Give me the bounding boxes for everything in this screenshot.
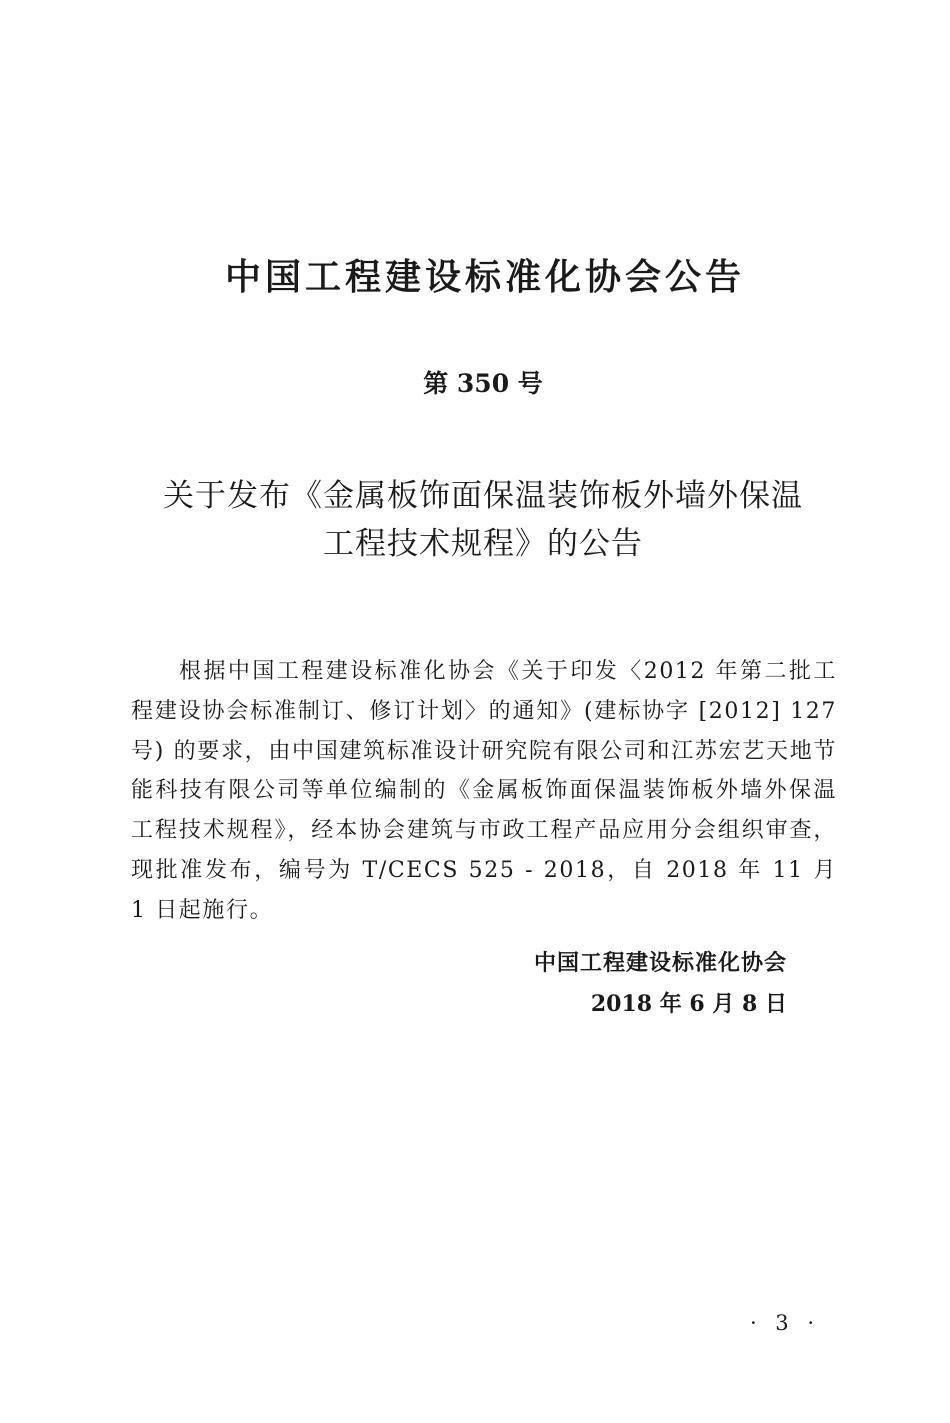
announcement-number: 第 350 号 xyxy=(423,369,543,398)
announcement-title-line-1: 关于发布《金属板饰面保温装饰板外墙外保温 xyxy=(163,478,803,514)
body-paragraph: 根据中国工程建设标准化协会《关于印发〈2012 年第二批工程建设协会标准制订、修订计划〉的通知》(建标协字 [2012] 127 号) 的要求，由中国建筑标准设计研究院有限公司和江苏宏艺天地节能科技有限公司等单位编制的《金属板饰面保温装饰板外墙外保温工程技术规程》，经本协会建筑与市政工程产品应用分会组织审查，现批准发布，编号为 T/CECS 525 - 2018，自 2018 年 11 月 1 日起施行。 xyxy=(131,659,837,923)
announcement-title-line-2: 工程技术规程》的公告 xyxy=(323,526,643,562)
organization-title: 中国工程建设标准化协会公告 xyxy=(224,257,745,298)
page-number: · 3 · xyxy=(749,1311,820,1335)
signature-date: 2018 年 6 月 8 日 xyxy=(590,991,787,1017)
announcement-title xyxy=(100,472,866,568)
signature-block xyxy=(534,944,787,1024)
signature-organization: 中国工程建设标准化协会 xyxy=(533,951,787,976)
